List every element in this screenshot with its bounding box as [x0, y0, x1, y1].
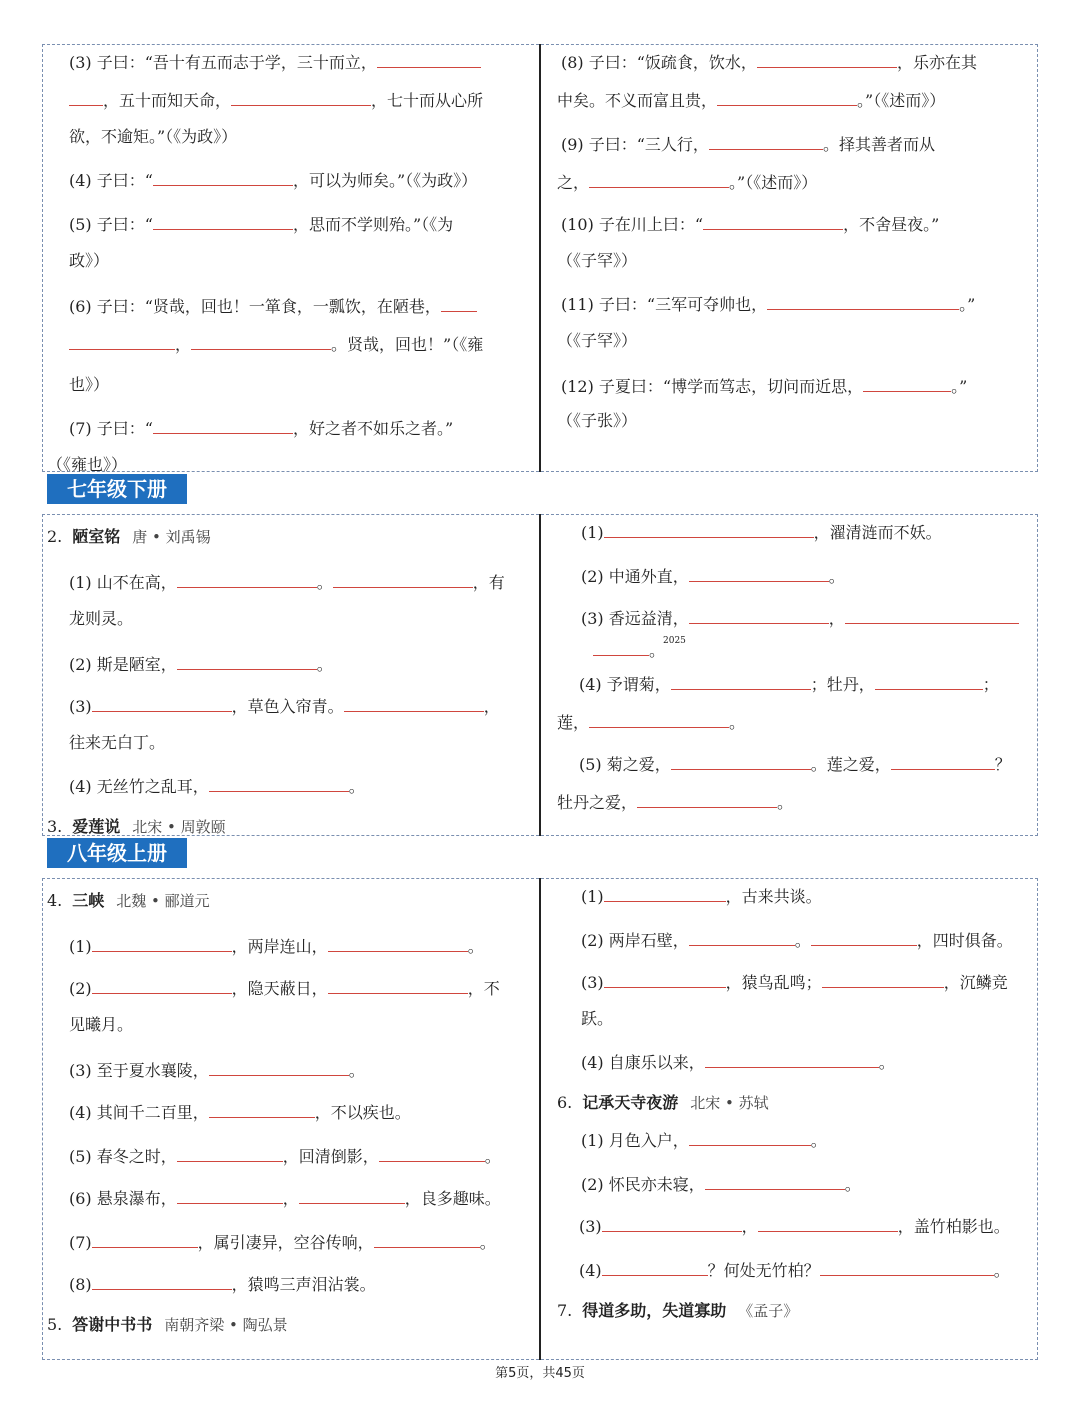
line-text: ，七十而从心所	[371, 91, 484, 110]
column-divider	[539, 514, 541, 836]
item-number: 7.	[557, 1301, 573, 1320]
line-text: 之，	[557, 173, 590, 192]
line-text: 。择其善者而从	[822, 135, 935, 154]
line-text: (8)	[69, 1275, 92, 1294]
text-line	[581, 521, 942, 543]
text-line	[69, 775, 365, 797]
heading-ailianshuo	[47, 817, 226, 837]
worksheet-box-grade8	[42, 878, 1038, 1360]
heading-sanxia	[47, 891, 210, 911]
line-text: ，	[483, 697, 500, 716]
worksheet-box-analects	[42, 44, 1038, 472]
text-line	[69, 51, 481, 73]
text-line	[69, 571, 505, 593]
line-text: ，	[828, 609, 845, 628]
line-text: 政》）	[69, 251, 110, 270]
line-text: (8) 子曰：“饭疏食，饮水，	[561, 53, 757, 72]
text-title: 陋室铭	[72, 527, 121, 546]
line-text: ，五十而知天命，	[103, 91, 232, 110]
fill-in-blank[interactable]	[845, 607, 1019, 624]
fill-in-blank[interactable]	[689, 929, 795, 946]
text-line	[69, 695, 500, 717]
line-text: (4)	[579, 1261, 602, 1280]
line-text: 。”	[951, 377, 968, 396]
line-text: ，濯清涟而不妖。	[813, 523, 942, 542]
text-line	[557, 791, 793, 813]
line-text: 。	[479, 1233, 496, 1252]
fill-in-blank[interactable]	[863, 375, 951, 392]
text-line	[69, 169, 477, 191]
text-line	[561, 375, 967, 397]
fill-in-blank[interactable]	[299, 1187, 405, 1204]
line-text: (2) 两岸石壁，	[581, 931, 689, 950]
line-text: (2) 中通外直，	[581, 567, 689, 586]
fill-in-blank[interactable]	[604, 971, 726, 988]
fill-in-blank[interactable]	[153, 169, 293, 186]
heading-daxiezhongshushu	[47, 1315, 288, 1335]
text-line	[557, 171, 817, 193]
fill-in-blank[interactable]	[231, 89, 371, 106]
fill-in-blank[interactable]	[602, 1215, 742, 1232]
fill-in-blank[interactable]	[767, 293, 959, 310]
fill-in-blank[interactable]	[811, 929, 917, 946]
section-heading-grade8-vol1: 八年级上册	[47, 838, 187, 868]
line-text: ？何处无竹柏？	[707, 1261, 820, 1280]
line-text: (7)	[69, 1233, 92, 1252]
fill-in-blank[interactable]	[177, 571, 317, 588]
line-text: ，	[282, 1189, 299, 1208]
line-text: 牡丹之爱，	[557, 793, 638, 812]
fill-in-blank[interactable]	[822, 971, 944, 988]
fill-in-blank[interactable]	[344, 695, 484, 712]
text-line	[69, 1231, 496, 1253]
line-text: (3)	[581, 973, 604, 992]
text-title: 记承天寺夜游	[582, 1093, 679, 1112]
text-author: 北魏 • 郦道元	[116, 892, 210, 910]
line-text: 。	[316, 655, 333, 674]
fill-in-blank[interactable]	[333, 571, 473, 588]
text-line	[47, 455, 127, 475]
line-text: ，猿鸣三声泪沾裳。	[231, 1275, 376, 1294]
column-divider	[539, 44, 541, 472]
fill-in-blank[interactable]	[92, 1273, 232, 1290]
line-text: (6) 子曰：“贤哉，回也！一箪食，一瓢饮，在陋巷，	[69, 297, 441, 316]
text-author: 唐 • 刘禹锡	[132, 528, 211, 546]
fill-in-blank[interactable]	[637, 791, 777, 808]
text-line	[579, 1215, 1010, 1237]
line-text: 跃。	[581, 1009, 614, 1028]
line-text: (2) 斯是陋室，	[69, 655, 177, 674]
line-text: 往来无白丁。	[69, 733, 166, 752]
text-line	[561, 51, 977, 73]
line-text: (9) 子曰：“三人行，	[561, 135, 709, 154]
line-text: (6) 悬泉瀑布，	[69, 1189, 177, 1208]
line-text: ，良多趣味。	[404, 1189, 501, 1208]
line-text: 。	[649, 641, 666, 660]
line-text: ，古来共谈。	[725, 887, 822, 906]
text-line	[581, 1173, 861, 1195]
line-text: 。	[316, 573, 333, 592]
item-number: 6.	[557, 1093, 573, 1112]
line-text: ，不舍昼夜。”	[843, 215, 940, 234]
line-text: ，有	[472, 573, 505, 592]
line-text: 见曦月。	[69, 1015, 134, 1034]
fill-in-blank[interactable]	[689, 1129, 811, 1146]
line-text: ，回清倒影，	[282, 1147, 379, 1166]
text-line	[581, 1129, 827, 1151]
fill-in-blank[interactable]	[69, 333, 175, 350]
text-author: 南朝齐梁 • 陶弘景	[164, 1316, 288, 1334]
line-text: (4) 子曰：“	[69, 171, 153, 190]
line-text: ，	[175, 335, 192, 354]
text-line	[69, 609, 133, 629]
line-text: ，不以疾也。	[314, 1103, 411, 1122]
heading-jichengtiansi	[557, 1093, 769, 1113]
line-text: 欲，不逾矩。”（《为政》）	[69, 127, 238, 146]
line-text: (1)	[581, 523, 604, 542]
text-line	[69, 733, 165, 753]
line-text: (1)	[581, 887, 604, 906]
fill-in-blank[interactable]	[593, 639, 649, 656]
line-text: 。”（《述而》）	[857, 91, 946, 110]
fill-in-blank[interactable]	[92, 695, 232, 712]
fill-in-blank[interactable]	[705, 1173, 845, 1190]
line-text: (2) 怀民亦未寝，	[581, 1175, 705, 1194]
text-title: 三峡	[72, 891, 105, 910]
fill-in-blank[interactable]	[177, 1187, 283, 1204]
fill-in-blank[interactable]	[705, 1051, 879, 1068]
fill-in-blank[interactable]	[92, 1231, 198, 1248]
text-line	[69, 213, 453, 235]
text-line	[69, 89, 483, 111]
fill-in-blank[interactable]	[379, 1145, 485, 1162]
line-text: （《子张》）	[557, 411, 638, 430]
fill-in-blank[interactable]	[209, 775, 349, 792]
fill-in-blank[interactable]	[891, 753, 995, 770]
text-line	[579, 1259, 1010, 1281]
fill-in-blank[interactable]	[689, 607, 829, 624]
fill-in-blank[interactable]	[92, 935, 232, 952]
line-text: 。	[993, 1261, 1010, 1280]
text-line	[69, 1145, 501, 1167]
fill-in-blank[interactable]	[820, 1259, 994, 1276]
line-text: ，不	[467, 979, 500, 998]
text-line	[561, 133, 935, 155]
tiny-mark: 2025	[663, 636, 686, 646]
fill-in-blank[interactable]	[757, 51, 897, 68]
line-text: (5) 春冬之时，	[69, 1147, 177, 1166]
line-text: ，四时俱备。	[916, 931, 1013, 950]
line-text: 。	[878, 1053, 895, 1072]
line-text: (11) 子曰：“三军可夺帅也，	[561, 295, 768, 314]
text-line	[557, 331, 637, 351]
item-number: 3.	[47, 817, 63, 836]
line-text: ，沉鳞竞	[943, 973, 1008, 992]
fill-in-blank[interactable]	[374, 1231, 480, 1248]
fill-in-blank[interactable]	[377, 51, 481, 68]
fill-in-blank[interactable]	[703, 213, 843, 230]
text-line	[69, 417, 453, 439]
line-text: 。	[810, 1131, 827, 1150]
text-line	[561, 293, 975, 315]
line-text: (3) 子曰：“吾十有五而志于学，三十而立，	[69, 53, 377, 72]
fill-in-blank[interactable]	[604, 521, 814, 538]
line-text: 。贤哉，回也！”（《雍	[331, 335, 484, 354]
heading-loushiming	[47, 527, 211, 547]
fill-in-blank[interactable]	[604, 885, 726, 902]
fill-in-blank[interactable]	[153, 213, 293, 230]
line-text: 。”（《述而》）	[729, 173, 818, 192]
line-text: ，思而不学则殆。”（《为	[292, 215, 454, 234]
line-text: (4) 无丝竹之乱耳，	[69, 777, 209, 796]
fill-in-blank[interactable]	[209, 1059, 349, 1076]
line-text: (1)	[69, 937, 92, 956]
fill-in-blank[interactable]	[589, 711, 729, 728]
fill-in-blank[interactable]	[177, 1145, 283, 1162]
fill-in-blank[interactable]	[671, 753, 811, 770]
fill-in-blank[interactable]	[589, 171, 729, 188]
text-line	[69, 375, 109, 395]
line-text: 。	[467, 937, 484, 956]
text-line	[69, 333, 483, 355]
line-text: ，乐亦在其	[896, 53, 977, 72]
line-text: (5) 子曰：“	[69, 215, 153, 234]
line-text: 中矣。不义而富且贵，	[557, 91, 718, 110]
text-line	[561, 213, 939, 235]
line-text: (5) 菊之爱，	[579, 755, 671, 774]
text-line	[581, 885, 822, 907]
line-text: 。	[484, 1147, 501, 1166]
text-line	[581, 1009, 613, 1029]
line-text: (2)	[69, 979, 92, 998]
fill-in-blank[interactable]	[602, 1259, 708, 1276]
line-text: (3) 香远益清，	[581, 609, 689, 628]
line-text: （《子罕》）	[557, 251, 638, 270]
text-line	[69, 295, 477, 317]
worksheet-box-grade7	[42, 514, 1038, 836]
text-author: 《孟子》	[738, 1302, 799, 1320]
line-text: 。	[844, 1175, 861, 1194]
item-number: 2.	[47, 527, 63, 546]
text-line	[69, 1101, 411, 1123]
line-text: (1) 山不在高，	[69, 573, 177, 592]
text-line	[581, 971, 1008, 993]
fill-in-blank[interactable]	[689, 565, 829, 582]
line-text: 。莲之爱，	[810, 755, 891, 774]
item-number: 4.	[47, 891, 63, 910]
fill-in-blank[interactable]	[441, 295, 477, 312]
fill-in-blank[interactable]	[758, 1215, 898, 1232]
text-line	[69, 977, 500, 999]
fill-in-blank[interactable]	[717, 89, 857, 106]
text-author: 北宋 • 苏轼	[690, 1094, 769, 1112]
line-text: (3) 至于夏水襄陵，	[69, 1061, 209, 1080]
text-line	[579, 753, 1011, 775]
text-line	[69, 127, 237, 147]
line-text: ；	[982, 675, 999, 694]
line-text: （《雍也》）	[47, 455, 128, 474]
column-divider	[539, 878, 541, 1360]
text-line	[581, 929, 1013, 951]
text-line	[69, 653, 333, 675]
line-text: ，盖竹柏影也。	[897, 1217, 1010, 1236]
item-number: 5.	[47, 1315, 63, 1334]
text-line	[557, 411, 637, 431]
line-text: 莲，	[557, 713, 590, 732]
line-text: ，	[741, 1217, 758, 1236]
line-text: ，隐天蔽日，	[231, 979, 328, 998]
line-text: 。”	[959, 295, 976, 314]
line-text: 也》）	[69, 375, 110, 394]
fill-in-blank[interactable]	[671, 673, 811, 690]
section-heading-grade7-vol2: 七年级下册	[47, 474, 187, 504]
line-text: ，两岸连山，	[231, 937, 328, 956]
text-line	[581, 1051, 895, 1073]
text-line	[69, 1015, 133, 1035]
heading-dedaoduozhu	[557, 1301, 798, 1321]
line-text: ，猿鸟乱鸣；	[725, 973, 822, 992]
line-text: (4) 自康乐以来，	[581, 1053, 705, 1072]
line-text: (3)	[69, 697, 92, 716]
line-text: (12) 子夏曰：“博学而笃志，切问而近思，	[561, 377, 864, 396]
line-text: ，可以为师矣。”（《为政》）	[292, 171, 478, 190]
text-line	[581, 607, 1019, 629]
fill-in-blank[interactable]	[153, 417, 293, 434]
text-title: 得道多助，失道寡助	[582, 1301, 727, 1320]
page-footer: 第5页，共45页	[495, 1366, 585, 1381]
fill-in-blank[interactable]	[875, 673, 983, 690]
fill-in-blank[interactable]	[191, 333, 331, 350]
line-text: ，好之者不如乐之者。”	[292, 419, 454, 438]
text-line	[69, 1059, 365, 1081]
text-line	[581, 565, 845, 587]
text-line	[557, 251, 637, 271]
line-text: (7) 子曰：“	[69, 419, 153, 438]
fill-in-blank[interactable]	[709, 133, 823, 150]
line-text: 龙则灵。	[69, 609, 134, 628]
line-text: ；牡丹，	[810, 675, 875, 694]
line-text: 。	[348, 777, 365, 796]
line-text: (1) 月色入户，	[581, 1131, 689, 1150]
text-line	[557, 711, 745, 733]
line-text: 。	[348, 1061, 365, 1080]
line-text: 。	[794, 931, 811, 950]
line-text: 。	[729, 713, 746, 732]
text-title: 爱莲说	[72, 817, 121, 836]
line-text: ，草色入帘青。	[231, 697, 344, 716]
text-line	[593, 639, 665, 661]
line-text: （《子罕》）	[557, 331, 638, 350]
line-text: (10) 子在川上曰：“	[561, 215, 704, 234]
text-line	[69, 251, 109, 271]
line-text: ，属引凄异，空谷传响，	[197, 1233, 374, 1252]
text-line	[69, 1273, 376, 1295]
text-line	[579, 673, 999, 695]
fill-in-blank[interactable]	[177, 653, 317, 670]
line-text: 。	[777, 793, 794, 812]
text-author: 北宋 • 周敦颐	[132, 818, 226, 836]
fill-in-blank[interactable]	[209, 1101, 315, 1118]
line-text: (4) 其间千二百里，	[69, 1103, 209, 1122]
text-line	[69, 1187, 501, 1209]
line-text: ？	[994, 755, 1011, 774]
fill-in-blank[interactable]	[328, 977, 468, 994]
text-title: 答谢中书书	[72, 1315, 153, 1334]
fill-in-blank[interactable]	[69, 89, 103, 106]
fill-in-blank[interactable]	[328, 935, 468, 952]
line-text: (4) 予谓菊，	[579, 675, 671, 694]
line-text: (3)	[579, 1217, 602, 1236]
text-line	[557, 89, 945, 111]
fill-in-blank[interactable]	[92, 977, 232, 994]
line-text: 。	[828, 567, 845, 586]
text-line	[69, 935, 484, 957]
